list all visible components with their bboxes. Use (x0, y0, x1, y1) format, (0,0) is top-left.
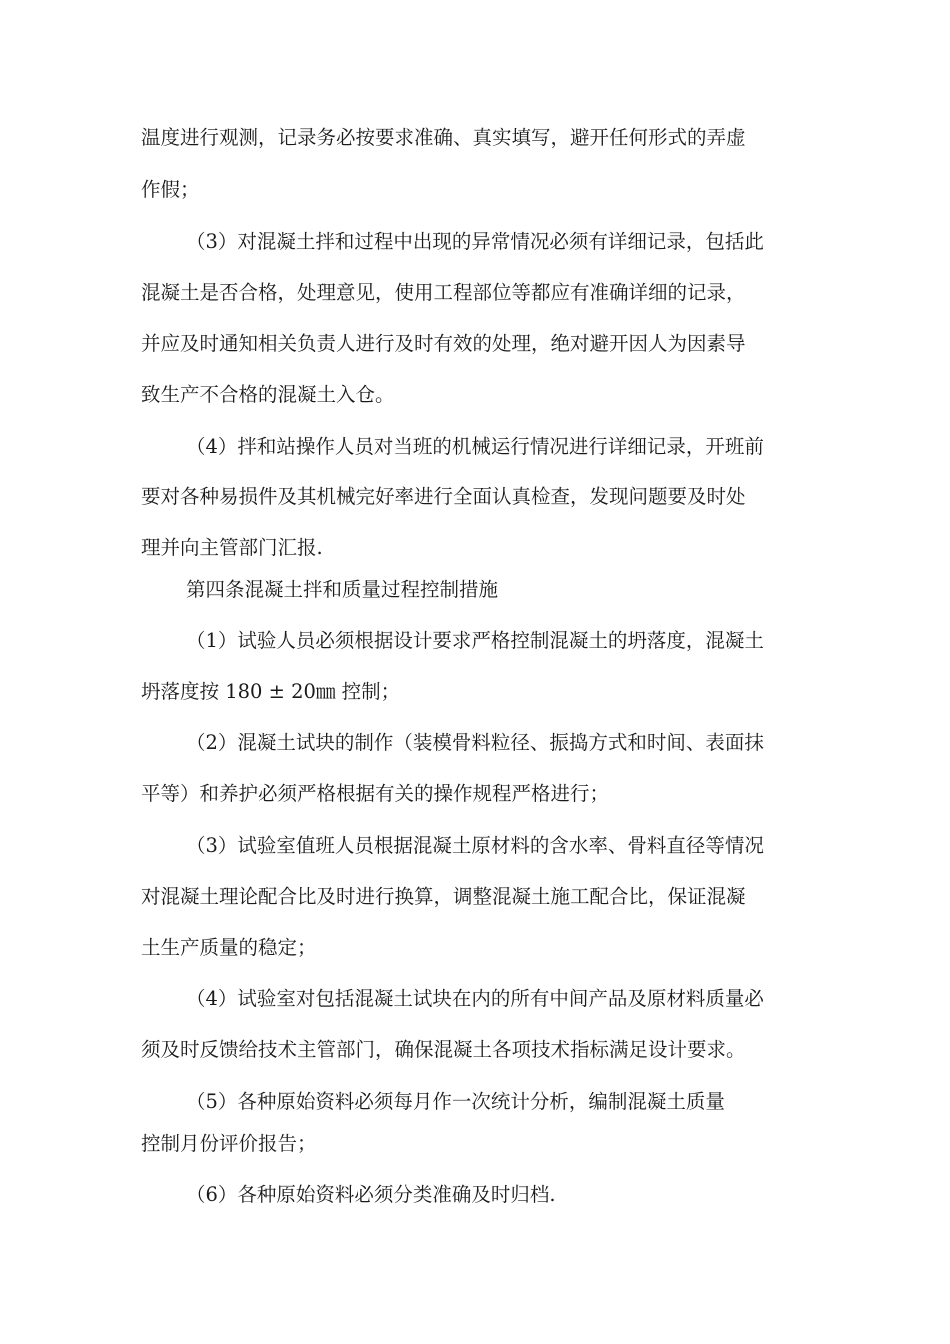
text-line: 作假； (141, 178, 200, 201)
text-line: （5）各种原始资料必须每月作一次统计分析，编制混凝土质量 (186, 1090, 725, 1113)
text-line: 坍落度按 180 ± 20㎜ 控制； (141, 680, 401, 703)
text-line: （3）试验室值班人员根据混凝土原材料的含水率、骨料直径等情况 (186, 834, 764, 857)
text-line: （3）对混凝土拌和过程中出现的异常情况必须有详细记录，包括此 (186, 230, 764, 253)
text-line: （1）试验人员必须根据设计要求严格控制混凝土的坍落度，混凝土 (186, 629, 764, 652)
text-line: 平等）和养护必须严格根据有关的操作规程严格进行； (141, 782, 610, 805)
text-line: （6）各种原始资料必须分类准确及时归档. (186, 1183, 556, 1206)
text-line: 致生产不合格的混凝土入仓。 (141, 383, 395, 406)
text-line: 温度进行观测，记录务必按要求准确、真实填写，避开任何形式的弄虚 (141, 126, 746, 149)
text-line: 并应及时通知相关负责人进行及时有效的处理，绝对避开因人为因素导 (141, 332, 746, 355)
text-line: 要对各种易损件及其机械完好率进行全面认真检查，发现问题要及时处 (141, 485, 746, 508)
text-line: 土生产质量的稳定； (141, 936, 317, 959)
text-line: 混凝土是否合格，处理意见，使用工程部位等都应有准确详细的记录， (141, 281, 746, 304)
text-line: （4）试验室对包括混凝土试块在内的所有中间产品及原材料质量必 (186, 987, 764, 1010)
section-heading: 第四条混凝土拌和质量过程控制措施 (186, 578, 499, 601)
text-line: 对混凝土理论配合比及时进行换算，调整混凝土施工配合比，保证混凝 (141, 885, 746, 908)
text-line: 理并向主管部门汇报. (141, 536, 323, 559)
text-line: （4）拌和站操作人员对当班的机械运行情况进行详细记录，开班前 (186, 435, 764, 458)
text-line: 控制月份评价报告； (141, 1132, 317, 1155)
text-line: 须及时反馈给技术主管部门，确保混凝土各项技术指标满足设计要求。 (141, 1038, 746, 1061)
text-line: （2）混凝土试块的制作（装模骨料粒径、振捣方式和时间、表面抹 (186, 731, 764, 754)
